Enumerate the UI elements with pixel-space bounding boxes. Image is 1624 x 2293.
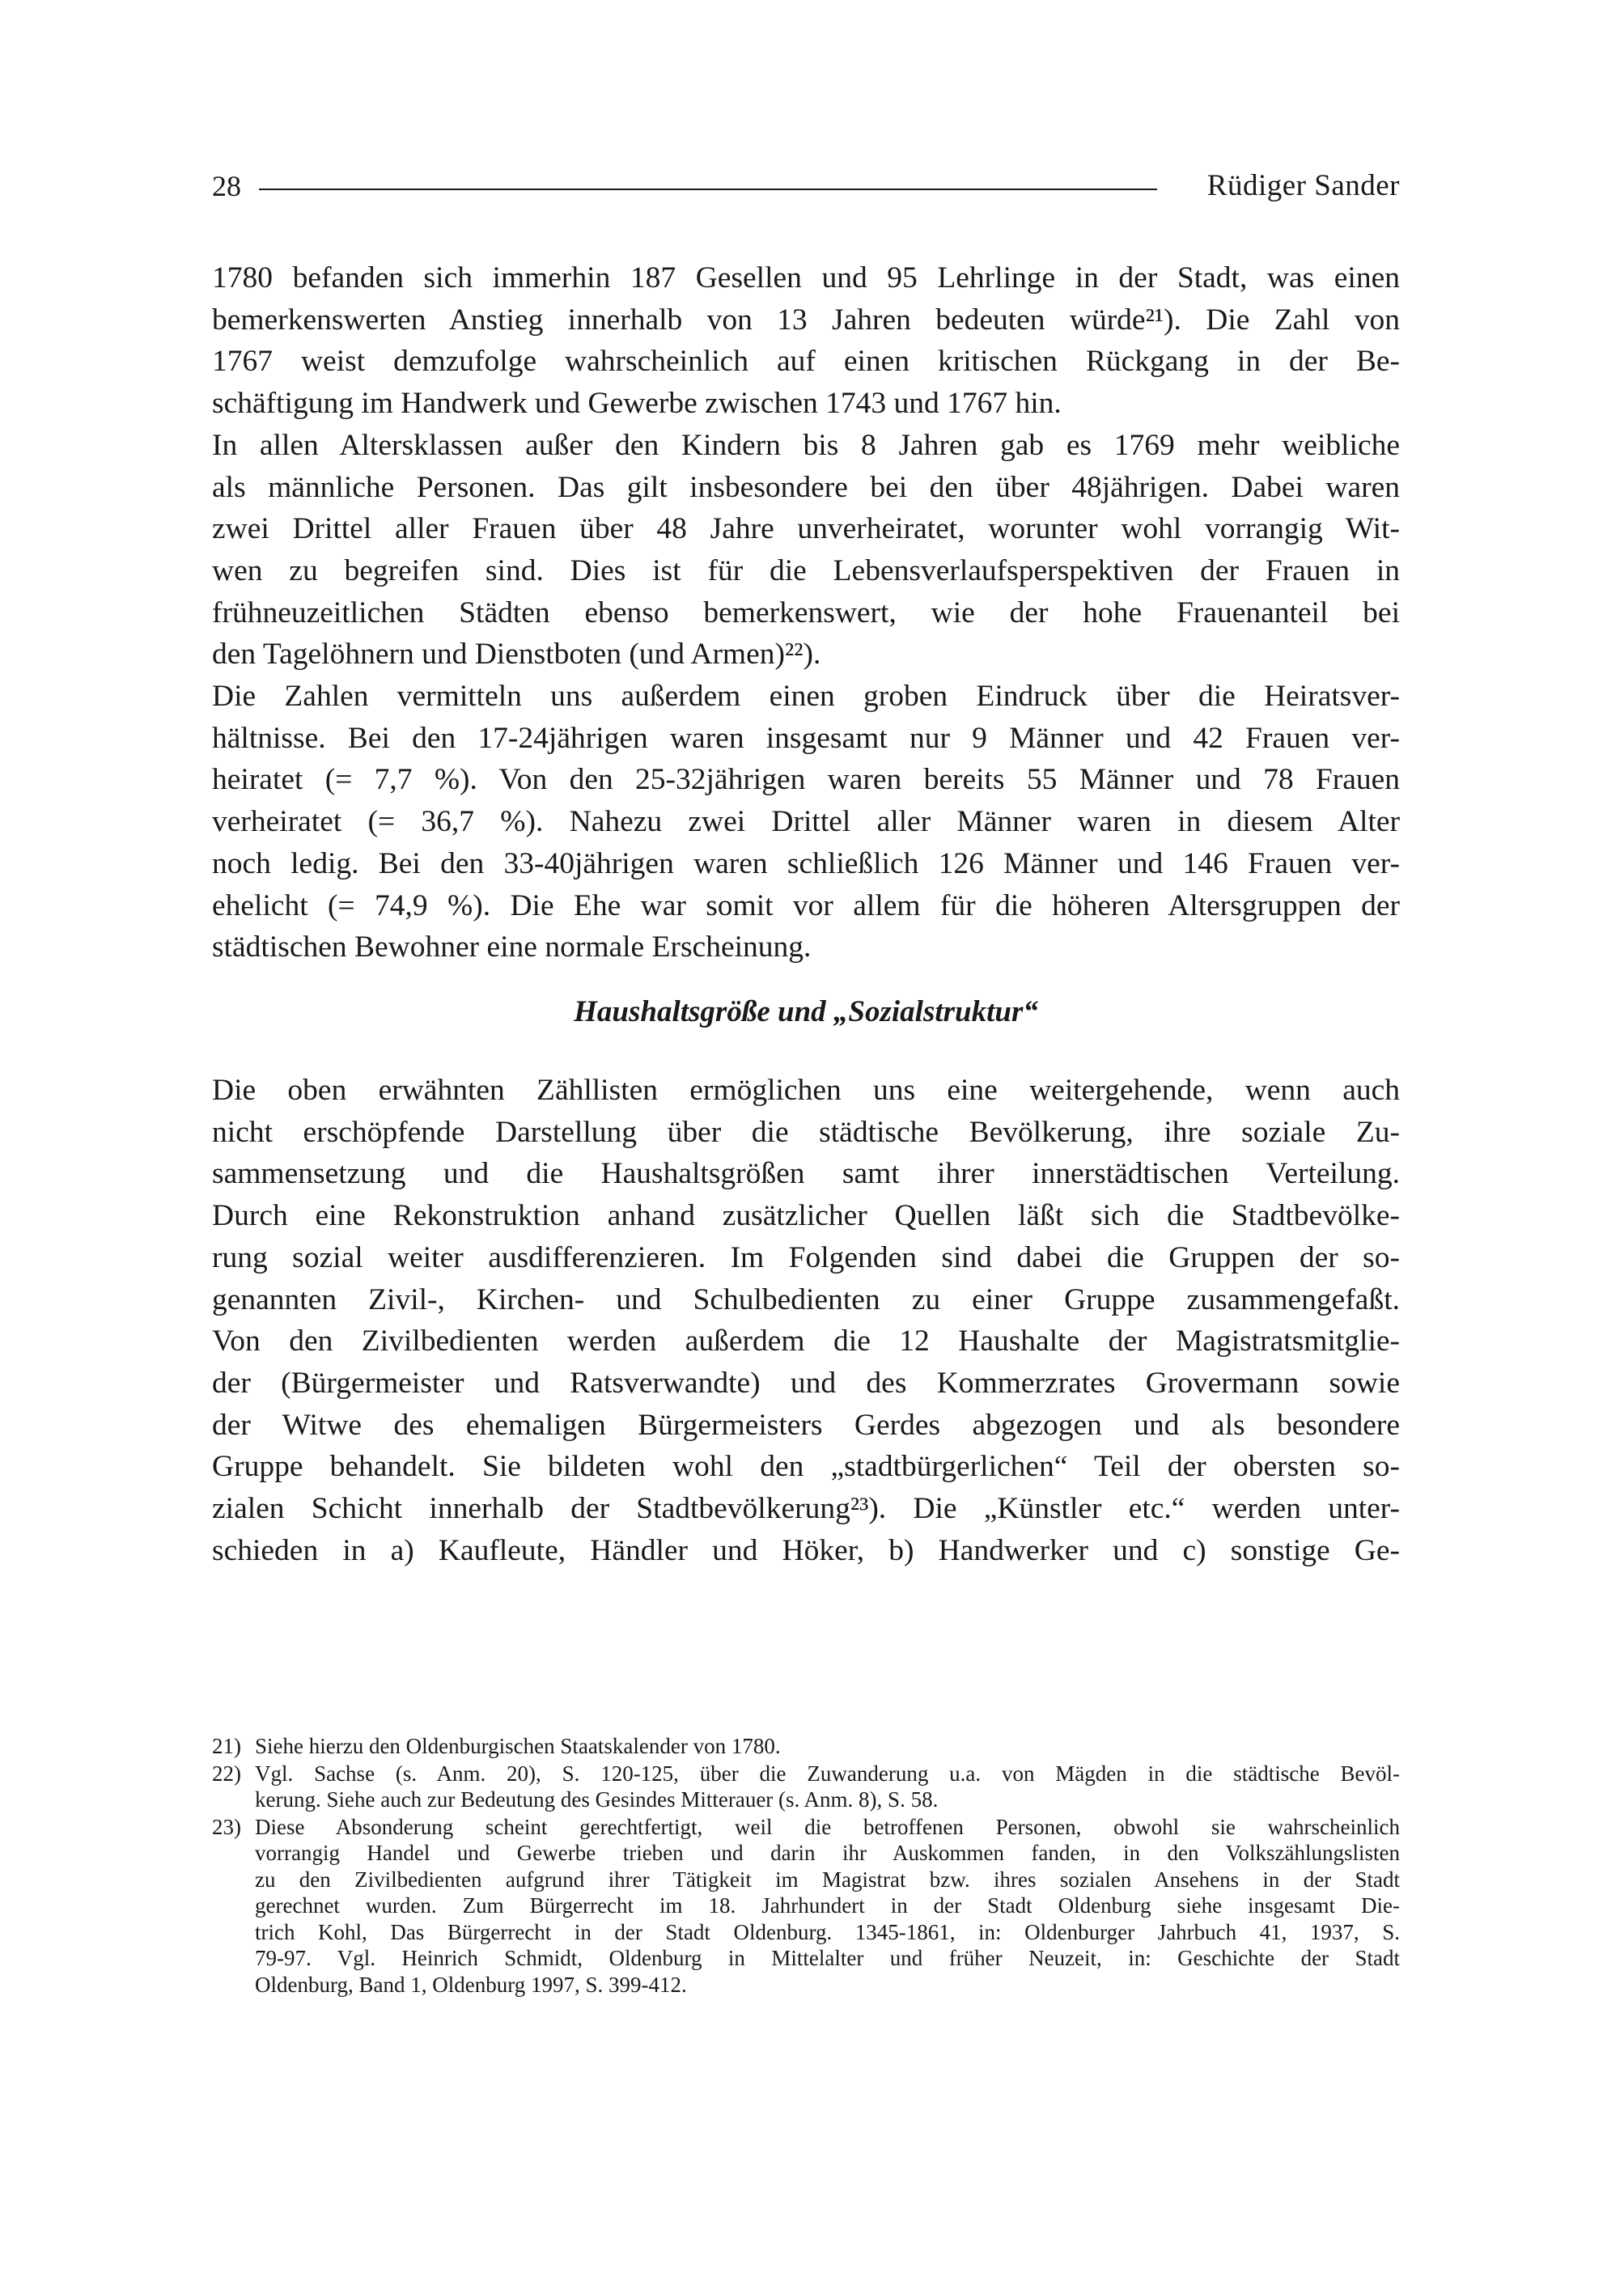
footnote-21 (212, 1733, 1400, 1760)
footnote-line: vorrangig Handel und Gewerbe trieben und darin ihr Auskommen fanden, in den Volkszählungslisten (255, 1841, 1400, 1865)
text-line: Gruppe behandelt. Sie bildeten wohl den „stadtbürgerlichen“ Teil der obersten so- (212, 1450, 1400, 1484)
text-line: rung sozial weiter ausdifferenzieren. Im Folgenden sind dabei die Gruppen der so- (212, 1240, 1400, 1274)
text-line: In allen Altersklassen außer den Kindern bis 8 Jahren gab es 1769 mehr weibliche (212, 428, 1400, 462)
text-line: genannten Zivil-, Kirchen- und Schulbedienten zu einer Gruppe zusammengefaßt. (212, 1282, 1400, 1316)
footnote-number: 21) (212, 1734, 241, 1758)
footnotes (212, 1733, 1400, 1998)
text-line: ehelicht (= 74,9 %). Die Ehe war somit vor allem für die höheren Altersgruppen der (212, 888, 1400, 922)
body-text-top (212, 257, 1400, 968)
text-line: schäftigung im Handwerk und Gewerbe zwischen 1743 und 1767 hin. (212, 387, 1062, 421)
text-line: der Witwe des ehemaligen Bürgermeisters Gerdes abgezogen und als besondere (212, 1408, 1400, 1442)
text-line: sammensetzung und die Haushaltsgrößen samt ihrer innerstädtischen Verteilung. (212, 1157, 1400, 1191)
text-line: Die Zahlen vermitteln uns außerdem einen groben Eindruck über die Heiratsver- (212, 680, 1400, 714)
text-line: heiratet (= 7,7 %). Von den 25-32jährigen waren bereits 55 Männer und 78 Frauen (212, 763, 1400, 797)
text-line: 1780 befanden sich immerhin 187 Gesellen und 95 Lehrlinge in der Stadt, was einen (212, 261, 1400, 295)
footnote-line: Vgl. Sachse (s. Anm. 20), S. 120-125, über die Zuwanderung u.a. von Mägden in die städtische Bevöl- (255, 1761, 1400, 1786)
body-text-bottom (212, 1070, 1400, 1571)
footnote-line: 79-97. Vgl. Heinrich Schmidt, Oldenburg in Mittelalter und früher Neuzeit, in: Geschichte der Stadt (255, 1946, 1400, 1970)
header-rule (259, 189, 1157, 190)
text-line: bemerkenswerten Anstieg innerhalb von 13 Jahren bedeuten würde²¹). Die Zahl von (212, 303, 1400, 337)
text-line: als männliche Personen. Das gilt insbesondere bei den über 48jährigen. Dabei waren (212, 470, 1400, 504)
page-number: 28 (212, 170, 241, 202)
footnote-number: 23) (212, 1814, 241, 1839)
section-heading: Haushaltsgröße und „Sozialstruktur“ (574, 995, 1038, 1028)
footnote-line: trich Kohl, Das Bürgerrecht in der Stadt Oldenburg. 1345-1861, in: Oldenburger Jahrbuch 41, 1937, S. (255, 1919, 1400, 1944)
footnote-22 (212, 1761, 1400, 1813)
text-line: schieden in a) Kaufleute, Händler und Höker, b) Handwerker und c) sonstige Ge- (212, 1533, 1400, 1567)
running-header-author: Rüdiger Sander (1206, 169, 1400, 202)
text-line: frühneuzeitlichen Städten ebenso bemerkenswert, wie der hohe Frauenanteil bei (212, 596, 1400, 629)
text-line: noch ledig. Bei den 33-40jährigen waren schließlich 126 Männer und 146 Frauen ver- (212, 846, 1400, 880)
footnote-23 (212, 1814, 1400, 1998)
text-line: städtischen Bewohner eine normale Erscheinung. (212, 930, 812, 964)
text-line: der (Bürgermeister und Ratsverwandte) und des Kommerzrates Grovermann sowie (212, 1366, 1400, 1400)
text-line: verheiratet (= 36,7 %). Nahezu zwei Drittel aller Männer waren in diesem Alter (212, 805, 1400, 839)
footnote-line: Oldenburg, Band 1, Oldenburg 1997, S. 399-412. (255, 1972, 687, 1997)
footnote-line: Siehe hierzu den Oldenburgischen Staatskalender von 1780. (255, 1734, 781, 1758)
text-line: Von den Zivilbedienten werden außerdem die 12 Haushalte der Magistratsmitglie- (212, 1325, 1400, 1358)
text-line: zialen Schicht innerhalb der Stadtbevölkerung²³). Die „Künstler etc.“ werden unter- (212, 1492, 1400, 1526)
footnote-number: 22) (212, 1761, 241, 1786)
text-line: nicht erschöpfende Darstellung über die städtische Bevölkerung, ihre soziale Zu- (212, 1115, 1400, 1149)
footnote-line: Diese Absonderung scheint gerechtfertigt, weil die betroffenen Personen, obwohl sie wahrscheinlich (255, 1814, 1400, 1839)
text-line: hältnisse. Bei den 17-24jährigen waren insgesamt nur 9 Männer und 42 Frauen ver- (212, 721, 1400, 755)
footnote-line: kerung. Siehe auch zur Bedeutung des Gesindes Mitterauer (s. Anm. 8), S. 58. (255, 1787, 939, 1812)
text-line: den Tagelöhnern und Dienstboten (und Armen)²²). (212, 638, 821, 672)
text-line: zwei Drittel aller Frauen über 48 Jahre unverheiratet, worunter wohl vorrangig Wit- (212, 512, 1400, 546)
text-line: wen zu begreifen sind. Dies ist für die Lebensverlaufsperspektiven der Frauen in (212, 553, 1400, 587)
text-line: Durch eine Rekonstruktion anhand zusätzlicher Quellen läßt sich die Stadtbevölke- (212, 1199, 1400, 1233)
running-header (212, 166, 1400, 206)
footnote-line: gerechnet wurden. Zum Bürgerrecht im 18. Jahrhundert in der Stadt Oldenburg siehe insgesamt Die- (255, 1893, 1400, 1918)
text-line: Die oben erwähnten Zähllisten ermöglichen uns eine weitergehende, wenn auch (212, 1074, 1400, 1107)
text-line: 1767 weist demzufolge wahrscheinlich auf einen kritischen Rückgang in der Be- (212, 345, 1400, 379)
footnote-line: zu den Zivilbedienten aufgrund ihrer Tätigkeit im Magistrat bzw. ihres sozialen Ansehens in der Stadt (255, 1867, 1400, 1892)
